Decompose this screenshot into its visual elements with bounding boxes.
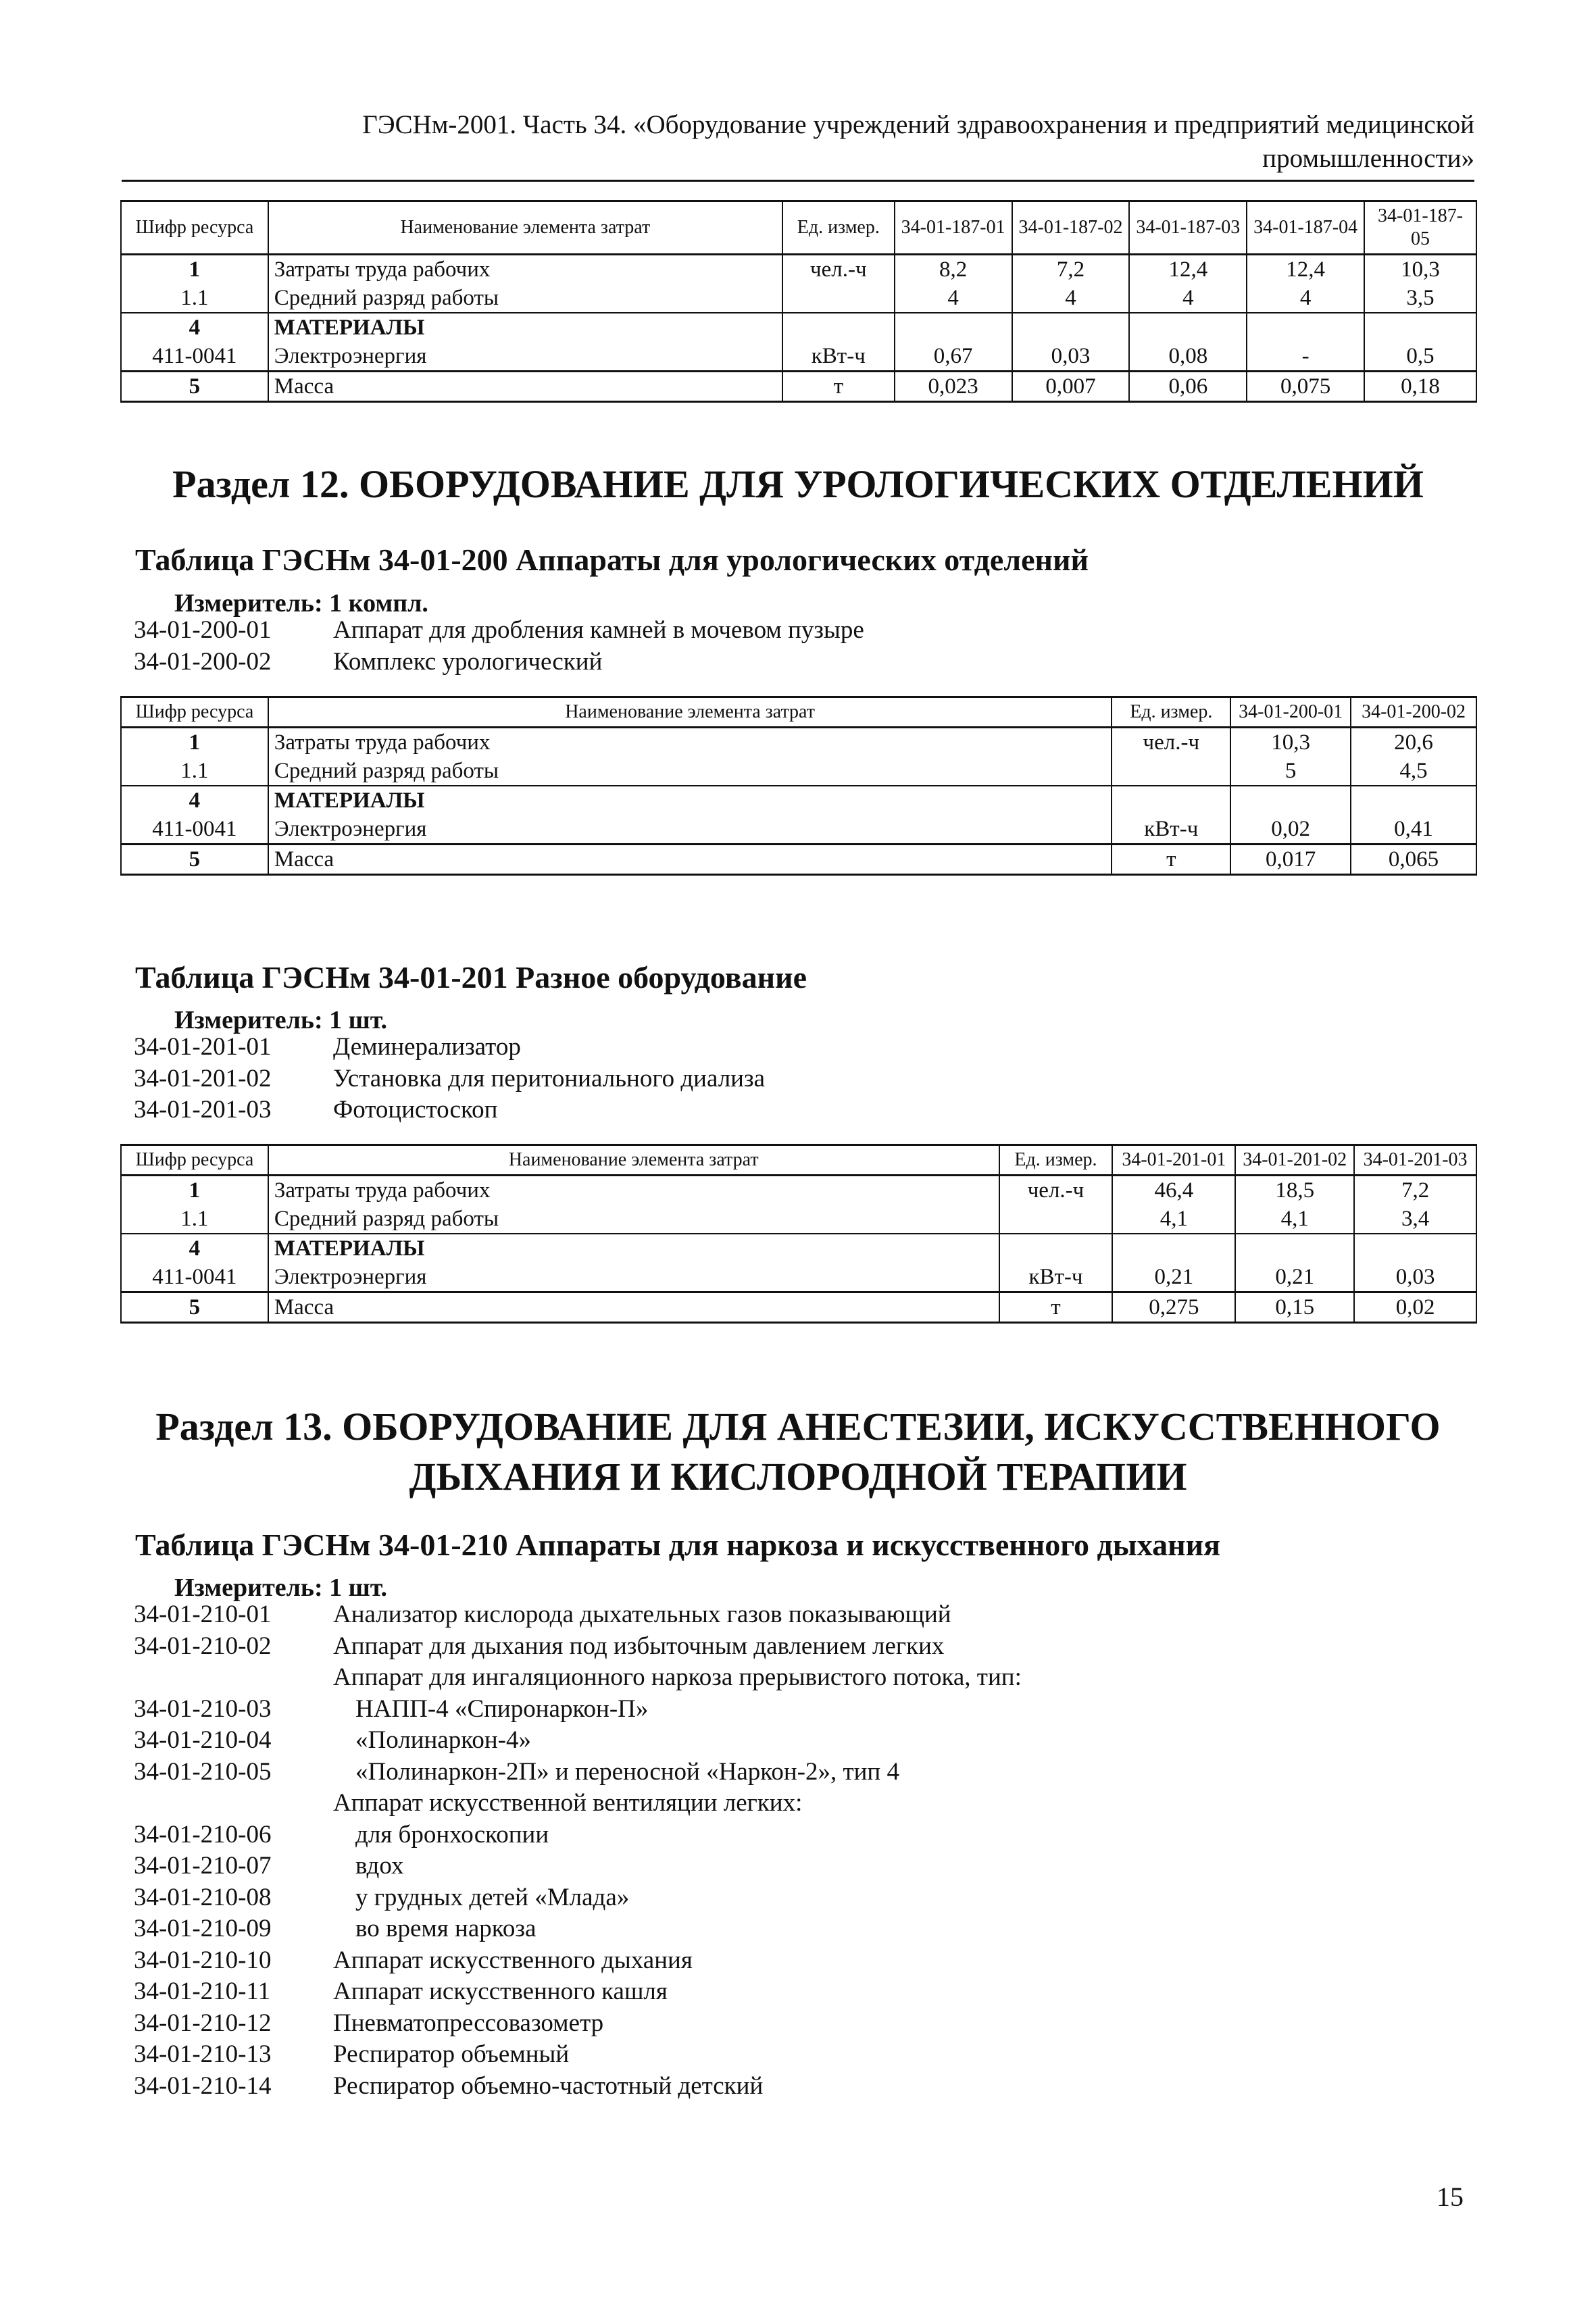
col-header-unit: Ед. измер. xyxy=(782,201,895,255)
table-210-title: Таблица ГЭСНм 34-01-210 Аппараты для наркоза и искусственного дыхания xyxy=(135,1528,1220,1562)
cell-value: 0,03 xyxy=(1012,342,1130,372)
cell-resource-code: 411-0041 xyxy=(121,1263,268,1292)
cell-cost-name: Масса xyxy=(268,1292,999,1323)
cell-value: 3,4 xyxy=(1354,1205,1476,1234)
cell-value: 7,2 xyxy=(1012,255,1130,284)
col-header-norm-code: 34-01-200-02 xyxy=(1351,697,1476,728)
cell-cost-name: Затраты труда рабочих xyxy=(268,1176,999,1205)
cell-value: 0,21 xyxy=(1112,1263,1235,1292)
cell-unit xyxy=(999,1205,1113,1234)
cell-value: 0,02 xyxy=(1354,1292,1476,1323)
item-name: у грудных детей «Млада» xyxy=(355,1883,630,1911)
item-name: для бронхоскопии xyxy=(355,1820,549,1848)
item-name: Пневматопрессовазометр xyxy=(333,2009,604,2037)
cell-value: 0,065 xyxy=(1351,845,1476,875)
item-code: 34-01-210-06 xyxy=(134,1820,272,1848)
cell-value: 0,41 xyxy=(1351,815,1476,845)
item-code: 34-01-210-05 xyxy=(134,1757,272,1786)
col-header-code: Шифр ресурса xyxy=(121,1145,268,1176)
cell-value: 0,06 xyxy=(1129,372,1247,402)
cost-table-200 xyxy=(120,696,1477,876)
col-header-name: Наименование элемента затрат xyxy=(268,1145,999,1176)
cell-value xyxy=(1351,786,1476,815)
cell-cost-name: Электроэнергия xyxy=(268,342,782,372)
cell-unit xyxy=(999,1234,1113,1263)
cell-unit xyxy=(1112,786,1230,815)
cell-value: 4,1 xyxy=(1235,1205,1354,1234)
cell-resource-code: 1.1 xyxy=(121,1205,268,1234)
cell-resource-code: 1 xyxy=(121,255,268,284)
cell-value: 4,5 xyxy=(1351,757,1476,786)
header-line-1: ГЭСНм-2001. Часть 34. «Оборудование учреждений здравоохранения и предприятий медицинской xyxy=(362,110,1474,139)
cell-value: 5 xyxy=(1230,757,1351,786)
cell-value: 12,4 xyxy=(1247,255,1364,284)
item-code: 34-01-210-04 xyxy=(134,1726,272,1754)
item-code: 34-01-210-14 xyxy=(134,2071,272,2100)
col-header-norm-code: 34-01-187-03 xyxy=(1129,201,1247,255)
item-code: 34-01-201-02 xyxy=(134,1064,272,1092)
cell-unit: кВт-ч xyxy=(1112,815,1230,845)
item-name: Аппарат искусственной вентиляции легких: xyxy=(333,1789,803,1817)
cell-value: 8,2 xyxy=(895,255,1012,284)
table-row xyxy=(121,342,1476,372)
item-code: 34-01-210-09 xyxy=(134,1915,272,1942)
cell-cost-name: МАТЕРИАЛЫ xyxy=(268,1234,999,1263)
item-code: 34-01-210-01 xyxy=(134,1601,272,1628)
cell-value: 4 xyxy=(1012,284,1130,313)
cell-value xyxy=(1235,1234,1354,1263)
col-header-norm-code: 34-01-187-02 xyxy=(1012,201,1130,255)
cell-value: 0,15 xyxy=(1235,1292,1354,1323)
cell-value: 4 xyxy=(895,284,1012,313)
cell-value: - xyxy=(1247,342,1364,372)
cell-cost-name: Затраты труда рабочих xyxy=(268,255,782,284)
cell-value: 0,275 xyxy=(1112,1292,1235,1323)
cell-unit: кВт-ч xyxy=(999,1263,1113,1292)
cell-value: 0,017 xyxy=(1230,845,1351,875)
table-row xyxy=(121,313,1476,342)
cell-unit: кВт-ч xyxy=(782,342,895,372)
cell-value: 12,4 xyxy=(1129,255,1247,284)
table-201-title: Таблица ГЭСНм 34-01-201 Разное оборудование xyxy=(135,960,807,995)
cell-unit: т xyxy=(1112,845,1230,875)
cell-value: 7,2 xyxy=(1354,1176,1476,1205)
page-number: 15 xyxy=(1437,2182,1464,2212)
item-name: Деминерализатор xyxy=(333,1033,521,1061)
cell-value xyxy=(895,313,1012,342)
table-200-title: Таблица ГЭСНм 34-01-200 Аппараты для урологических отделений xyxy=(135,543,1089,577)
table-row xyxy=(121,786,1476,815)
section-13-title xyxy=(101,1402,1495,1502)
col-header-norm-code: 34-01-187-05 xyxy=(1364,201,1476,255)
item-name: Аппарат для ингаляционного наркоза прерывистого потока, тип: xyxy=(333,1663,1022,1691)
table-201-meter: Измеритель: 1 шт. xyxy=(174,1006,388,1034)
item-name: Респиратор объемно-частотный детский xyxy=(333,2071,764,2100)
cost-table-187 xyxy=(120,200,1477,403)
cell-value xyxy=(1364,313,1476,342)
item-name: Аппарат искусственного дыхания xyxy=(333,1946,693,1974)
table-row xyxy=(121,372,1476,402)
cell-value xyxy=(1012,313,1130,342)
table-row xyxy=(121,757,1476,786)
cell-value: 0,007 xyxy=(1012,372,1130,402)
cell-resource-code: 1 xyxy=(121,728,268,757)
cell-cost-name: Электроэнергия xyxy=(268,815,1112,845)
cell-value: 0,02 xyxy=(1230,815,1351,845)
table-row xyxy=(121,284,1476,313)
col-header-name: Наименование элемента затрат xyxy=(268,697,1112,728)
cell-unit: чел.-ч xyxy=(1112,728,1230,757)
table-row xyxy=(121,255,1476,284)
cell-value: 0,21 xyxy=(1235,1263,1354,1292)
item-code: 34-01-210-12 xyxy=(134,2009,272,2037)
item-code: 34-01-210-08 xyxy=(134,1883,272,1911)
item-name: во время наркоза xyxy=(355,1915,537,1942)
cell-resource-code: 411-0041 xyxy=(121,342,268,372)
item-name: Анализатор кислорода дыхательных газов показывающий xyxy=(333,1601,951,1628)
table-row xyxy=(121,845,1476,875)
col-header-code: Шифр ресурса xyxy=(121,201,268,255)
cell-resource-code: 5 xyxy=(121,845,268,875)
item-code: 34-01-210-11 xyxy=(134,1978,271,2005)
cell-value: 0,03 xyxy=(1354,1263,1476,1292)
cell-value: 10,3 xyxy=(1230,728,1351,757)
item-code: 34-01-201-01 xyxy=(134,1033,272,1061)
section-13-title-line-2: ДЫХАНИЯ И КИСЛОРОДНОЙ ТЕРАПИИ xyxy=(409,1455,1187,1499)
item-code: 34-01-210-10 xyxy=(134,1946,272,1974)
header-line-2: промышленности» xyxy=(1262,144,1474,173)
table-200-meter: Измеритель: 1 компл. xyxy=(174,589,428,618)
item-code: 34-01-210-03 xyxy=(134,1694,272,1723)
item-code: 34-01-210-13 xyxy=(134,2040,272,2068)
cell-resource-code: 4 xyxy=(121,313,268,342)
cell-value: 3,5 xyxy=(1364,284,1476,313)
cost-table-201 xyxy=(120,1144,1477,1324)
col-header-unit: Ед. измер. xyxy=(1112,697,1230,728)
cell-value xyxy=(1112,1234,1235,1263)
cell-cost-name: Электроэнергия xyxy=(268,1263,999,1292)
item-name: вдох xyxy=(355,1852,404,1880)
table-row xyxy=(121,815,1476,845)
col-header-norm-code: 34-01-201-02 xyxy=(1235,1145,1354,1176)
item-name: Комплекс урологический xyxy=(333,647,603,676)
cell-unit xyxy=(782,313,895,342)
item-name: НАПП-4 «Спиронаркон-П» xyxy=(355,1694,649,1723)
cell-value: 0,18 xyxy=(1364,372,1476,402)
cell-value xyxy=(1230,786,1351,815)
cell-unit: т xyxy=(999,1292,1113,1323)
cell-unit: чел.-ч xyxy=(999,1176,1113,1205)
running-header xyxy=(122,108,1474,182)
item-name: «Полинаркон-4» xyxy=(355,1726,531,1754)
cell-resource-code: 1.1 xyxy=(121,757,268,786)
cell-value: 4,1 xyxy=(1112,1205,1235,1234)
cell-resource-code: 411-0041 xyxy=(121,815,268,845)
cell-unit: чел.-ч xyxy=(782,255,895,284)
item-name: Аппарат искусственного кашля xyxy=(333,1978,668,2005)
cell-value: 20,6 xyxy=(1351,728,1476,757)
cell-cost-name: Средний разряд работы xyxy=(268,284,782,313)
cell-cost-name: Затраты труда рабочих xyxy=(268,728,1112,757)
cell-value: 0,023 xyxy=(895,372,1012,402)
item-code: 34-01-210-07 xyxy=(134,1852,272,1880)
table-row xyxy=(121,1263,1476,1292)
cell-unit: т xyxy=(782,372,895,402)
cell-resource-code: 1.1 xyxy=(121,284,268,313)
cell-cost-name: Масса xyxy=(268,372,782,402)
cell-cost-name: МАТЕРИАЛЫ xyxy=(268,313,782,342)
item-code: 34-01-201-03 xyxy=(134,1096,272,1124)
item-name: Установка для перитониального диализа xyxy=(333,1064,766,1092)
item-code: 34-01-200-01 xyxy=(134,616,272,644)
table-row xyxy=(121,1292,1476,1323)
col-header-norm-code: 34-01-187-01 xyxy=(895,201,1012,255)
cell-value: 0,67 xyxy=(895,342,1012,372)
cell-unit xyxy=(1112,757,1230,786)
section-12-title: Раздел 12. ОБОРУДОВАНИЕ ДЛЯ УРОЛОГИЧЕСКИХ ОТДЕЛЕНИЙ xyxy=(172,462,1424,506)
item-name: Аппарат для дыхания под избыточным давлением легких xyxy=(333,1632,945,1660)
cell-cost-name: Средний разряд работы xyxy=(268,757,1112,786)
cell-value xyxy=(1247,313,1364,342)
table-210-meter: Измеритель: 1 шт. xyxy=(174,1574,388,1602)
item-name: Фотоцистоскоп xyxy=(333,1096,498,1124)
cell-value xyxy=(1129,313,1247,342)
cell-value xyxy=(1354,1234,1476,1263)
item-name: Аппарат для дробления камней в мочевом пузыре xyxy=(333,616,864,644)
cell-value: 10,3 xyxy=(1364,255,1476,284)
cell-cost-name: Масса xyxy=(268,845,1112,875)
cell-value: 4 xyxy=(1247,284,1364,313)
cell-value: 0,075 xyxy=(1247,372,1364,402)
cell-value: 0,08 xyxy=(1129,342,1247,372)
cell-resource-code: 5 xyxy=(121,1292,268,1323)
cell-cost-name: Средний разряд работы xyxy=(268,1205,999,1234)
table-row xyxy=(121,1176,1476,1205)
item-code: 34-01-200-02 xyxy=(134,647,272,676)
cell-cost-name: МАТЕРИАЛЫ xyxy=(268,786,1112,815)
col-header-code: Шифр ресурса xyxy=(121,697,268,728)
item-code: 34-01-210-02 xyxy=(134,1632,272,1660)
table-row xyxy=(121,1234,1476,1263)
cell-unit xyxy=(782,284,895,313)
cell-value: 0,5 xyxy=(1364,342,1476,372)
cell-resource-code: 1 xyxy=(121,1176,268,1205)
cell-value: 18,5 xyxy=(1235,1176,1354,1205)
table-row xyxy=(121,1205,1476,1234)
col-header-norm-code: 34-01-187-04 xyxy=(1247,201,1364,255)
cell-resource-code: 4 xyxy=(121,1234,268,1263)
col-header-norm-code: 34-01-200-01 xyxy=(1230,697,1351,728)
table-row xyxy=(121,728,1476,757)
cell-value: 4 xyxy=(1129,284,1247,313)
col-header-norm-code: 34-01-201-01 xyxy=(1112,1145,1235,1176)
section-13-title-line-1: Раздел 13. ОБОРУДОВАНИЕ ДЛЯ АНЕСТЕЗИИ, ИСКУССТВЕННОГО xyxy=(155,1405,1441,1449)
cell-value: 46,4 xyxy=(1112,1176,1235,1205)
item-name: «Полинаркон-2П» и переносной «Наркон-2», тип 4 xyxy=(355,1757,899,1786)
cell-resource-code: 4 xyxy=(121,786,268,815)
cell-resource-code: 5 xyxy=(121,372,268,402)
col-header-norm-code: 34-01-201-03 xyxy=(1354,1145,1476,1176)
col-header-unit: Ед. измер. xyxy=(999,1145,1113,1176)
item-name: Респиратор объемный xyxy=(333,2040,570,2068)
col-header-name: Наименование элемента затрат xyxy=(268,201,782,255)
